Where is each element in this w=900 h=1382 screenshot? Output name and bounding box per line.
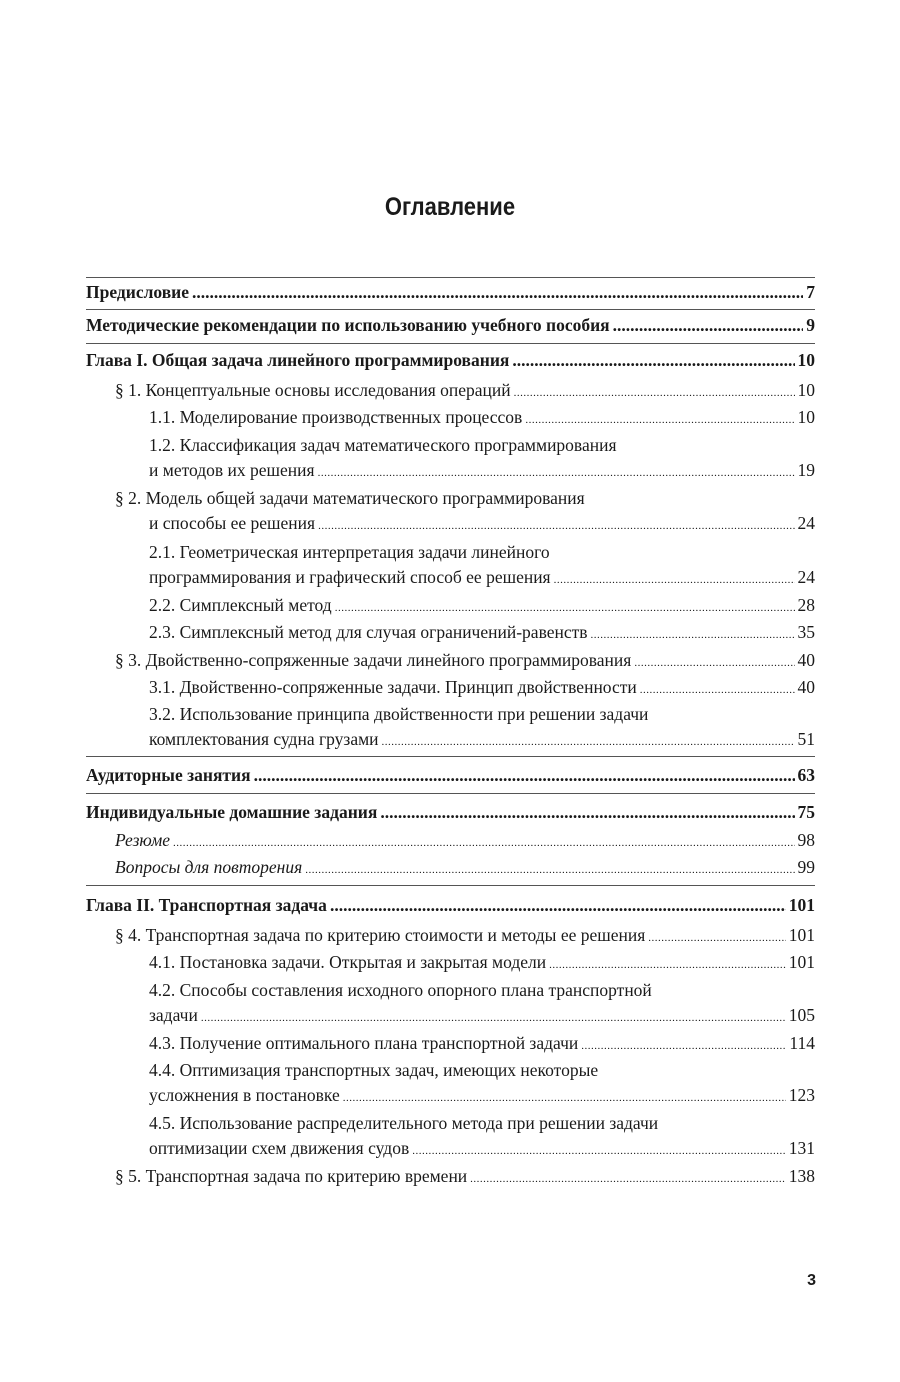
toc-entry-subsection-2-3[interactable] (86, 620, 815, 648)
toc-entry-subsection-3-1[interactable] (86, 675, 815, 703)
toc-entry-guidelines[interactable] (86, 313, 815, 338)
toc-entry-page: 40 (797, 677, 815, 697)
toc-entry-title: Глава II. Транспортная задача (86, 895, 327, 915)
leader-dots (525, 408, 794, 433)
toc-entry-subsection-4-5[interactable] (86, 1111, 815, 1164)
toc-entry-page: 24 (797, 567, 815, 587)
toc-entry-title: оптимизации схем движения судов (149, 1138, 410, 1158)
toc-entry-page: 9 (806, 315, 815, 335)
leader-dots (591, 623, 795, 648)
toc-entry-homework[interactable] (86, 800, 815, 825)
divider (86, 343, 815, 344)
toc-entry-title: Вопросы для повторения (115, 857, 303, 877)
toc-entry-subsection-1-1[interactable] (86, 405, 815, 433)
leader-dots (192, 280, 803, 305)
toc-entry-summary[interactable] (86, 828, 815, 856)
toc-entry-subsection-3-2[interactable] (86, 702, 815, 755)
page-number: 3 (807, 1272, 816, 1289)
toc-entry-page: 101 (788, 952, 815, 972)
page-title: Оглавление (384, 193, 516, 221)
toc-entry-title: Предисловие (86, 282, 190, 302)
toc-entry-section-1[interactable] (86, 378, 815, 406)
divider (86, 793, 815, 794)
toc-entry-title-line: 4.4. Оптимизация транспортных задач, имеющих некоторые (149, 1060, 599, 1080)
toc-entry-title: 1.1. Моделирование производственных процессов (149, 407, 523, 427)
toc-entry-title: комплектования судна грузами (149, 729, 379, 749)
leader-dots (318, 461, 795, 486)
toc-entry-page: 10 (797, 380, 815, 400)
toc-entry-page: 51 (797, 729, 815, 749)
toc-entry-page: 98 (797, 830, 815, 850)
toc-entry-subsection-4-3[interactable] (86, 1031, 815, 1059)
toc-entry-page: 105 (788, 1005, 815, 1025)
toc-entry-title: Резюме (115, 830, 171, 850)
toc-entry-title: усложнения в постановке (149, 1085, 340, 1105)
toc-entry-page: 63 (797, 765, 815, 785)
toc-entry-page: 99 (797, 857, 815, 877)
leader-dots (549, 953, 786, 978)
toc-entry-title: задачи (149, 1005, 198, 1025)
toc-entry-subsection-4-1[interactable] (86, 950, 815, 978)
toc-entry-page: 28 (797, 595, 815, 615)
leader-dots (412, 1139, 786, 1164)
toc-entry-title-line: 1.2. Классификация задач математического программирования (149, 435, 617, 455)
toc-entry-title-line: 3.2. Использование принципа двойственности при решении задачи (149, 704, 649, 724)
toc-entry-title: программирования и графический способ ее решения (149, 567, 551, 587)
toc-entry-page: 114 (789, 1033, 815, 1053)
toc-entry-chapter-1[interactable] (86, 348, 815, 373)
toc-entry-title: Индивидуальные домашние задания (86, 802, 378, 822)
toc-entry-page: 7 (806, 282, 815, 302)
toc-entry-title-line: 4.5. Использование распределительного метода при решении задачи (149, 1113, 659, 1133)
toc-entry-chapter-2[interactable] (86, 893, 815, 918)
toc-entry-subsection-2-1[interactable] (86, 540, 815, 593)
toc-entry-section-5[interactable] (86, 1164, 815, 1192)
leader-dots (173, 831, 794, 856)
toc-entry-title: § 4. Транспортная задача по критерию стоимости и методы ее решения (115, 925, 646, 945)
toc-entry-page: 138 (788, 1166, 815, 1186)
toc-entry-subsection-1-2[interactable] (86, 433, 815, 486)
toc-entry-title: Глава I. Общая задача линейного программирования (86, 350, 510, 370)
divider (86, 885, 815, 886)
toc-entry-subsection-4-2[interactable] (86, 978, 815, 1031)
leader-dots (613, 313, 804, 338)
leader-dots (512, 348, 794, 373)
leader-dots (470, 1167, 786, 1192)
toc-entry-page: 35 (797, 622, 815, 642)
toc-entry-page: 24 (797, 513, 815, 533)
toc-entry-section-3[interactable] (86, 648, 815, 676)
toc-entry-title: § 5. Транспортная задача по критерию времени (115, 1166, 468, 1186)
leader-dots (634, 651, 794, 676)
toc-entry-title: 3.1. Двойственно-сопряженные задачи. Принцип двойственности (149, 677, 637, 697)
divider (86, 756, 815, 757)
toc-entry-title-line: § 2. Модель общей задачи математического программирования (115, 488, 585, 508)
toc-entry-subsection-4-4[interactable] (86, 1058, 815, 1111)
toc-entry-page: 123 (788, 1085, 815, 1105)
toc-entry-title-line: 4.2. Способы составления исходного опорного плана транспортной (149, 980, 652, 1000)
leader-dots (514, 381, 795, 406)
leader-dots (305, 858, 794, 883)
toc-entry-section-4[interactable] (86, 923, 815, 951)
toc-entry-title: Аудиторные занятия (86, 765, 251, 785)
toc-entry-title: 4.1. Постановка задачи. Открытая и закрытая модели (149, 952, 547, 972)
leader-dots (380, 800, 794, 825)
leader-dots (554, 568, 795, 593)
toc-entry-title: § 3. Двойственно-сопряженные задачи линейного программирования (115, 650, 632, 670)
toc-entry-preface[interactable] (86, 280, 815, 305)
toc-entry-page: 101 (788, 895, 815, 915)
toc-entry-title: 2.3. Симплексный метод для случая ограничений-равенств (149, 622, 588, 642)
leader-dots (343, 1086, 786, 1111)
toc-entry-page: 131 (788, 1138, 815, 1158)
leader-dots (254, 763, 795, 788)
toc-entry-page: 10 (797, 407, 815, 427)
toc-entry-page: 75 (797, 802, 815, 822)
toc-entry-page: 40 (797, 650, 815, 670)
divider (86, 277, 815, 278)
divider (86, 309, 815, 310)
toc-entry-review-questions[interactable] (86, 855, 815, 883)
toc-entry-section-2[interactable] (86, 486, 815, 539)
toc-entry-page: 10 (797, 350, 815, 370)
toc-entry-title: 2.2. Симплексный метод (149, 595, 332, 615)
toc-entry-page: 101 (788, 925, 815, 945)
leader-dots (648, 926, 785, 951)
leader-dots (330, 893, 786, 918)
leader-dots (201, 1006, 786, 1031)
leader-dots (382, 730, 795, 755)
toc-entry-page: 19 (797, 460, 815, 480)
leader-dots (335, 596, 795, 621)
leader-dots (581, 1034, 786, 1059)
toc-entry-classroom[interactable] (86, 763, 815, 788)
toc-entry-title: и методов их решения (149, 460, 315, 480)
leader-dots (640, 678, 795, 703)
leader-dots (318, 514, 794, 539)
toc-entry-title: 4.3. Получение оптимального плана транспортной задачи (149, 1033, 579, 1053)
toc-entry-title: § 1. Концептуальные основы исследования операций (115, 380, 511, 400)
toc-entry-title: Методические рекомендации по использованию учебного пособия (86, 315, 610, 335)
toc-entry-title-line: 2.1. Геометрическая интерпретация задачи линейного (149, 542, 550, 562)
toc-entry-subsection-2-2[interactable] (86, 593, 815, 621)
toc-entry-title: и способы ее решения (149, 513, 316, 533)
